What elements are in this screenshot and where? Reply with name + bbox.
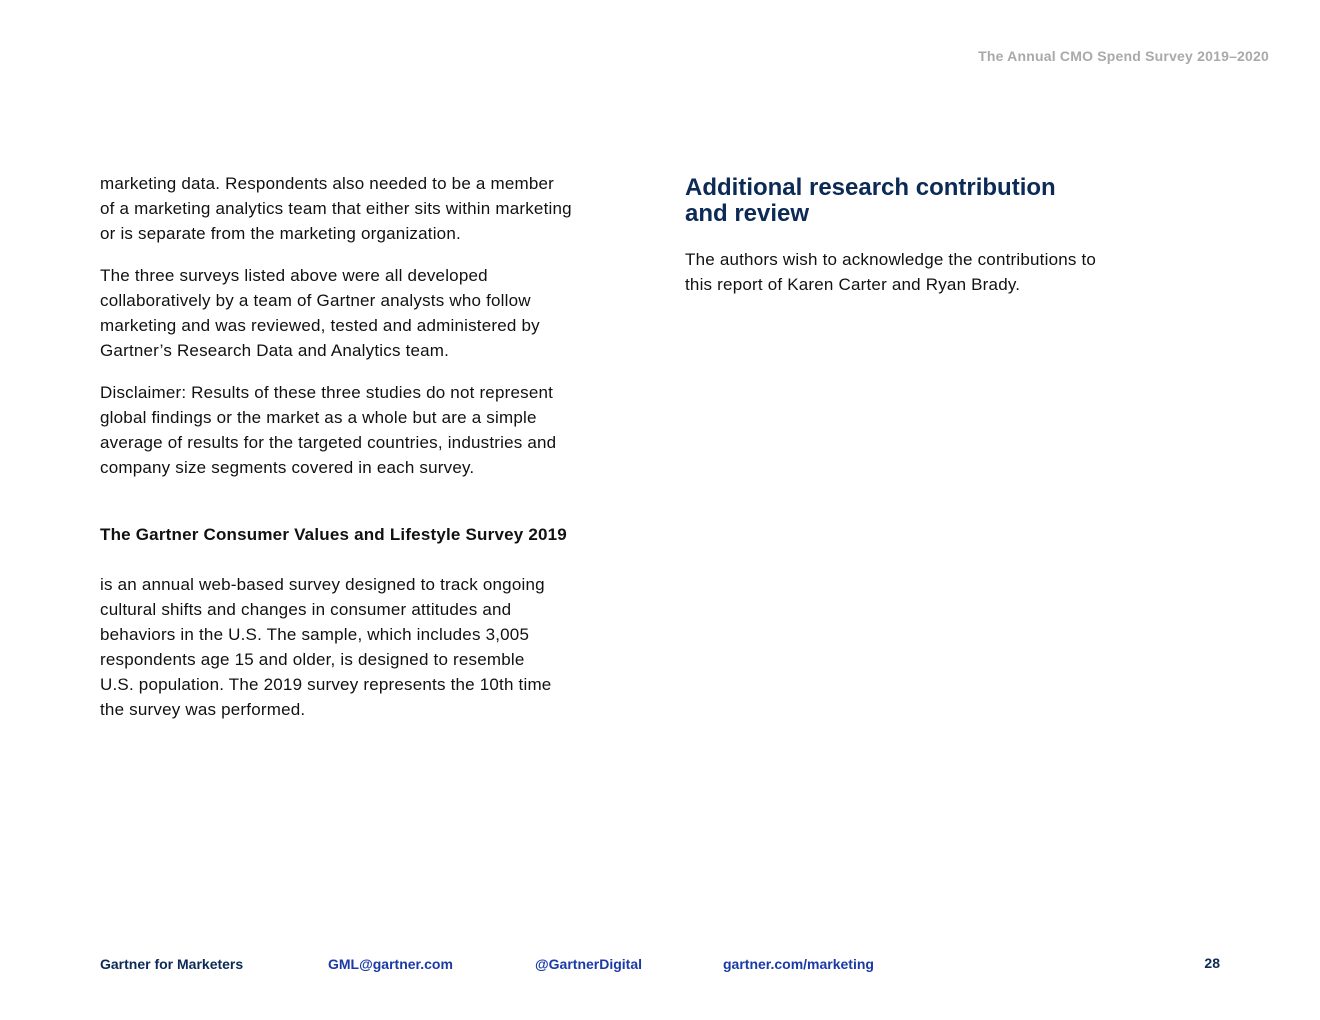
methodology-paragraph-2: The three surveys listed above were all developed collaboratively by a team of Gartner analysts who follow marketing and was reviewed, tested and administered by Gartner’s Research Data and Analytics team. bbox=[100, 266, 540, 360]
consumer-survey-title: The Gartner Consumer Values and Lifestyle Survey 2019 bbox=[100, 525, 567, 544]
disclaimer-paragraph: Disclaimer: Results of these three studies do not represent global findings or the market as a whole but are a simple average of results for the targeted countries, industries and company size segments covered in each survey. bbox=[100, 383, 557, 477]
footer-twitter-link[interactable]: @GartnerDigital bbox=[535, 956, 643, 972]
left-column bbox=[100, 171, 640, 739]
page-number: 28 bbox=[1204, 955, 1220, 971]
right-column bbox=[685, 171, 1165, 314]
acknowledgement-paragraph: The authors wish to acknowledge the contributions to this report of Karen Carter and Ryan Brady. bbox=[685, 250, 1097, 294]
footer-website-link[interactable]: gartner.com/marketing bbox=[723, 956, 874, 972]
additional-research-heading: Additional research contribution and review bbox=[685, 174, 1056, 227]
running-header-title: The Annual CMO Spend Survey 2019–2020 bbox=[978, 48, 1269, 64]
footer-brand: Gartner for Marketers bbox=[100, 956, 244, 972]
consumer-survey-paragraph bbox=[100, 497, 640, 722]
footer-email-link[interactable]: GML@gartner.com bbox=[328, 956, 453, 972]
methodology-paragraph-1: marketing data. Respondents also needed to be a member of a marketing analytics team that either sits within marketing or is separate from the marketing organization. bbox=[100, 174, 572, 243]
consumer-survey-body: is an annual web-based survey designed to track ongoing cultural shifts and changes in consumer attitudes and behaviors in the U.S. The sample, which includes 3,005 respondents age 15 and older, is designed to resemble U.S. population. The 2019 survey represents the 10th time the survey was performed. bbox=[100, 575, 552, 719]
